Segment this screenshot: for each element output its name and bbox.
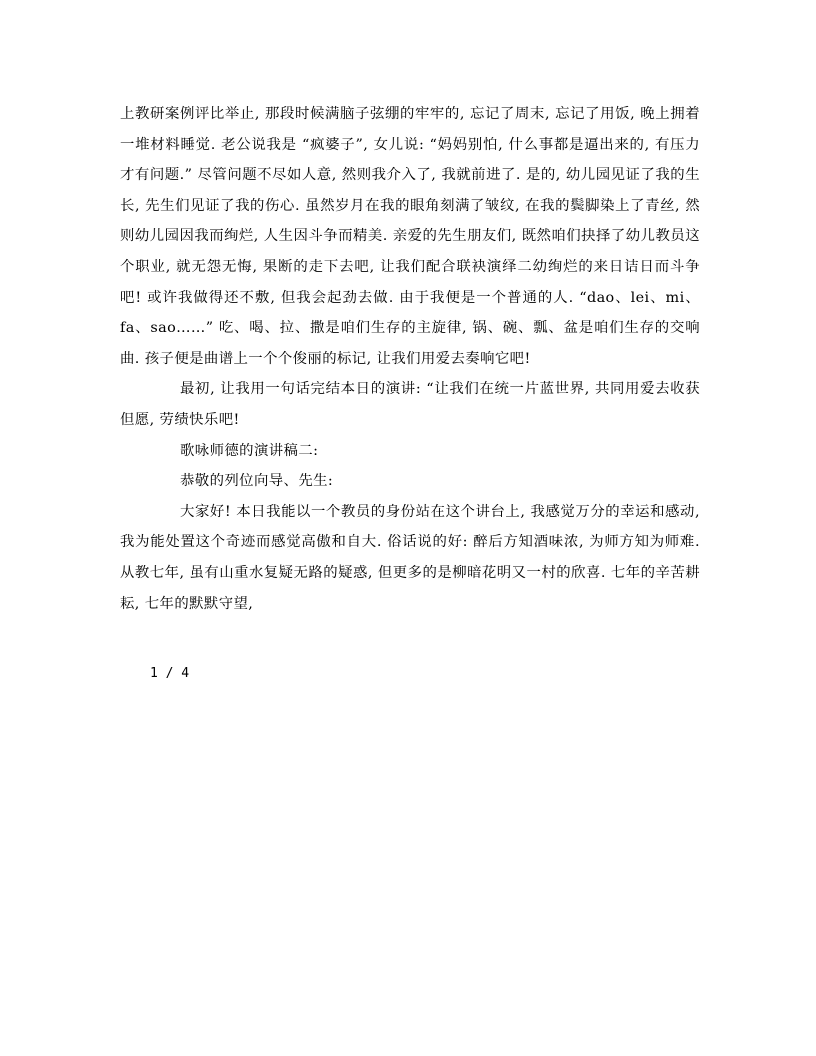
paragraph-3-heading: 歌咏师德的演讲稿二: — [180, 442, 319, 459]
paragraph-2: 最初, 让我用一句话完结本日的演讲: “让我们在统一片蓝世界, 共同用爱去收获但愿, 劳绩快乐吧! — [120, 381, 700, 428]
document-body — [120, 99, 700, 619]
page-number: 1 / 4 — [150, 666, 190, 681]
paragraph-1: 上教研案例评比举止, 那段时候满脑子弦绷的牢牢的, 忘记了周末, 忘记了用饭, 晚上拥着一堆材料睡觉. 老公说我是 “疯婆子”, 女儿说: “妈妈别怕, 什么事都是逼出来的, 有压力才有问题.” 尽管问题不尽如人意, 然则我介入了, 我就前进了. 是的, 幼儿园见证了我的生长, 先生们见证了我的伤心. 虽然岁月在我的眼角刻满了皱纹, 在我的鬓脚染上了青丝, 然则幼儿园因我而绚烂, 人生因斗争而精美. 亲爱的先生朋友们, 既然咱们抉择了幼儿教员这个职业, 就无怨无悔, 果断的走下去吧, 让我们配合联袂演绎二幼绚烂的来日诘日而斗争吧! 或许我做得还不敷, 但我会起劲去做. 由于我便是一个普通的人. “dao、lei、mi、fa、sao……” 吃、喝、拉、撒是咱们生存的主旋律, 锅、碗、瓢、盆是咱们生存的交响曲. 孩子便是曲谱上一个个俊丽的标记, 让我们用爱去奏响它吧! — [120, 106, 700, 367]
paragraph-4-salutation: 恭敬的列位向导、先生: — [180, 473, 334, 490]
paragraph-5: 大家好! 本日我能以一个教员的身份站在这个讲台上, 我感觉万分的幸运和感动, 我为能处置这个奇迹而感觉高傲和自大. 俗话说的好: 醉后方知酒味浓, 为师方知为师难. 从教七年, 虽有山重水复疑无路的疑惑, 但更多的是柳暗花明又一村的欣喜. 七年的辛苦耕耘, 七年的默默守望, — [120, 503, 700, 612]
